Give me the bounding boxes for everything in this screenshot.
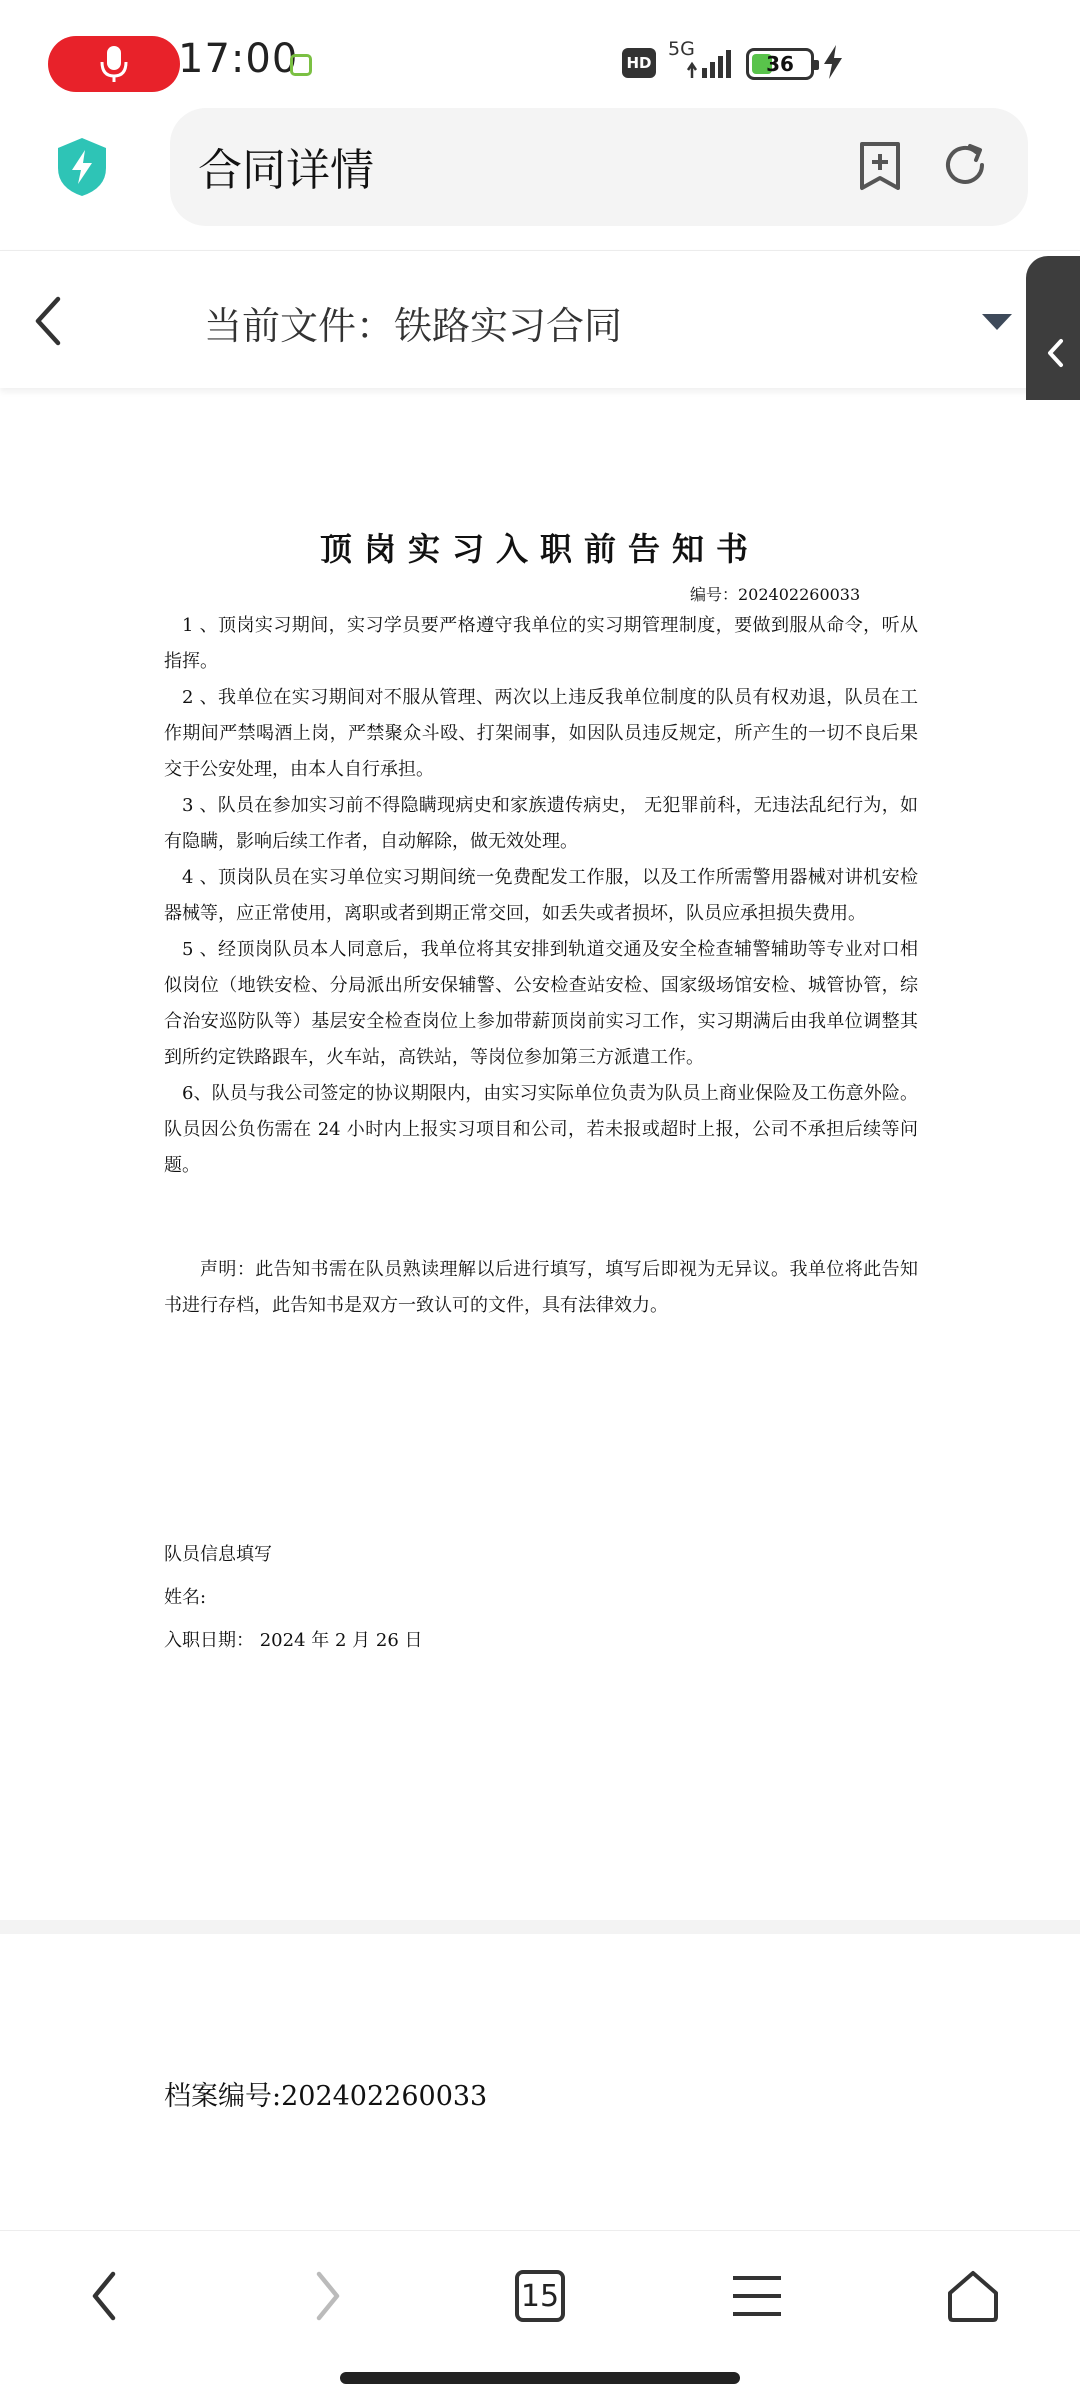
chevron-left-icon[interactable] (28, 293, 68, 349)
clause-1: 1 、顶岗实习期间，实习学员要严格遵守我单位的实习期管理制度，要做到服从命令，听从指挥。 (164, 615, 918, 672)
shield-bolt-icon[interactable] (54, 136, 110, 198)
page-divider (0, 1920, 1080, 1934)
battery-indicator (746, 48, 814, 80)
clock: 17:00 (178, 36, 299, 82)
bookmark-add-icon[interactable] (856, 140, 904, 192)
member-info (164, 1540, 423, 1669)
status-bar (0, 0, 1080, 110)
clause-2: 2 、我单位在实习期间对不服从管理、两次以上违反我单位制度的队员有权劝退，队员在工作期间严禁喝酒上岗，严禁聚众斗殴、打架闹事，如因队员违反规定，所产生的一切不良后果交于公安处理，由本人自行承担。 (164, 687, 918, 780)
document-header (0, 250, 1080, 388)
triangle-down-icon[interactable] (980, 311, 1014, 333)
declaration: 声明：此告知书需在队员熟读理解以后进行填写，填写后即视为无异议。我单位将此告知书进行存档，此告知书是双方一致认可的文件，具有法律效力。 (164, 1259, 918, 1316)
clause-5: 5 、经顶岗队员本人同意后，我单位将其安排到轨道交通及安全检查辅警辅助等专业对口相似岗位（地铁安检、分局派出所安保辅警、公安检查站安检、国家级场馆安检、城管协管，综合治安巡防队等）基层安全检查岗位上参加带薪顶岗前实习工作，实习期满后由我单位调整其到所约定铁路跟车，火车站，高铁站，等岗位参加第三方派遣工作。 (164, 939, 918, 1068)
chevron-right-icon (307, 2268, 347, 2324)
menu-button[interactable] (722, 2261, 792, 2331)
document-number: 编号：202402260033 (690, 585, 861, 604)
battery-level: 36 (766, 52, 794, 76)
nav-forward-button[interactable] (292, 2261, 362, 2331)
home-button[interactable] (938, 2261, 1008, 2331)
nav-back-button[interactable] (70, 2261, 140, 2331)
browser-toolbar (0, 100, 1080, 248)
document-title: 顶岗实习入职前告知书 (319, 530, 760, 568)
bottom-navigation (0, 2230, 1080, 2360)
tabs-count: 15 (515, 2270, 565, 2322)
document-body (164, 608, 918, 1184)
network-type: 5G (668, 38, 695, 60)
chevron-left-icon (1044, 335, 1068, 371)
home-indicator[interactable] (340, 2372, 740, 2384)
address-bar[interactable] (170, 108, 1028, 226)
signal-strength-icon (686, 44, 738, 80)
archive-number: 档案编号:202402260033 (164, 2081, 488, 2112)
chevron-left-icon (85, 2268, 125, 2324)
refresh-icon[interactable] (940, 140, 990, 190)
clause-6: 6、队员与我公司签定的协议期限内，由实习实际单位负责为队员上商业保险及工伤意外险。队员因公负伤需在 24 小时内上报实习项目和公司，若未报或超时上报，公司不承担后续等问题。 (164, 1083, 918, 1176)
tabs-button[interactable] (505, 2261, 575, 2331)
microphone-icon (99, 44, 129, 84)
document-page (0, 400, 1080, 1920)
page-title: 合同详情 (198, 145, 374, 196)
name-field-label: 姓名: (164, 1587, 207, 1608)
charging-bolt-icon (822, 44, 844, 80)
info-heading: 队员信息填写 (164, 1544, 272, 1565)
battery-cap (814, 60, 819, 70)
current-file-label: 当前文件：铁路实习合同 (204, 304, 623, 348)
entry-date: 入职日期： 2024 年 2 月 26 日 (164, 1630, 423, 1651)
recording-indicator[interactable] (48, 36, 180, 92)
clause-3: 3 、队员在参加实习前不得隐瞒现病史和家族遗传病史， 无犯罪前科，无违法乱纪行为，如有隐瞒，影响后续工作者，自动解除，做无效处理。 (164, 795, 918, 852)
clause-4: 4 、顶岗队员在实习单位实习期间统一免费配发工作服，以及工作所需警用器械对讲机安检器械等，应正常使用，离职或者到期正常交回，如丢失或者损坏，队员应承担损失费用。 (164, 867, 918, 924)
home-icon (946, 2269, 1000, 2323)
hd-badge: HD (622, 48, 656, 78)
notification-app-icon (290, 54, 312, 76)
hamburger-menu-icon (731, 2273, 783, 2319)
